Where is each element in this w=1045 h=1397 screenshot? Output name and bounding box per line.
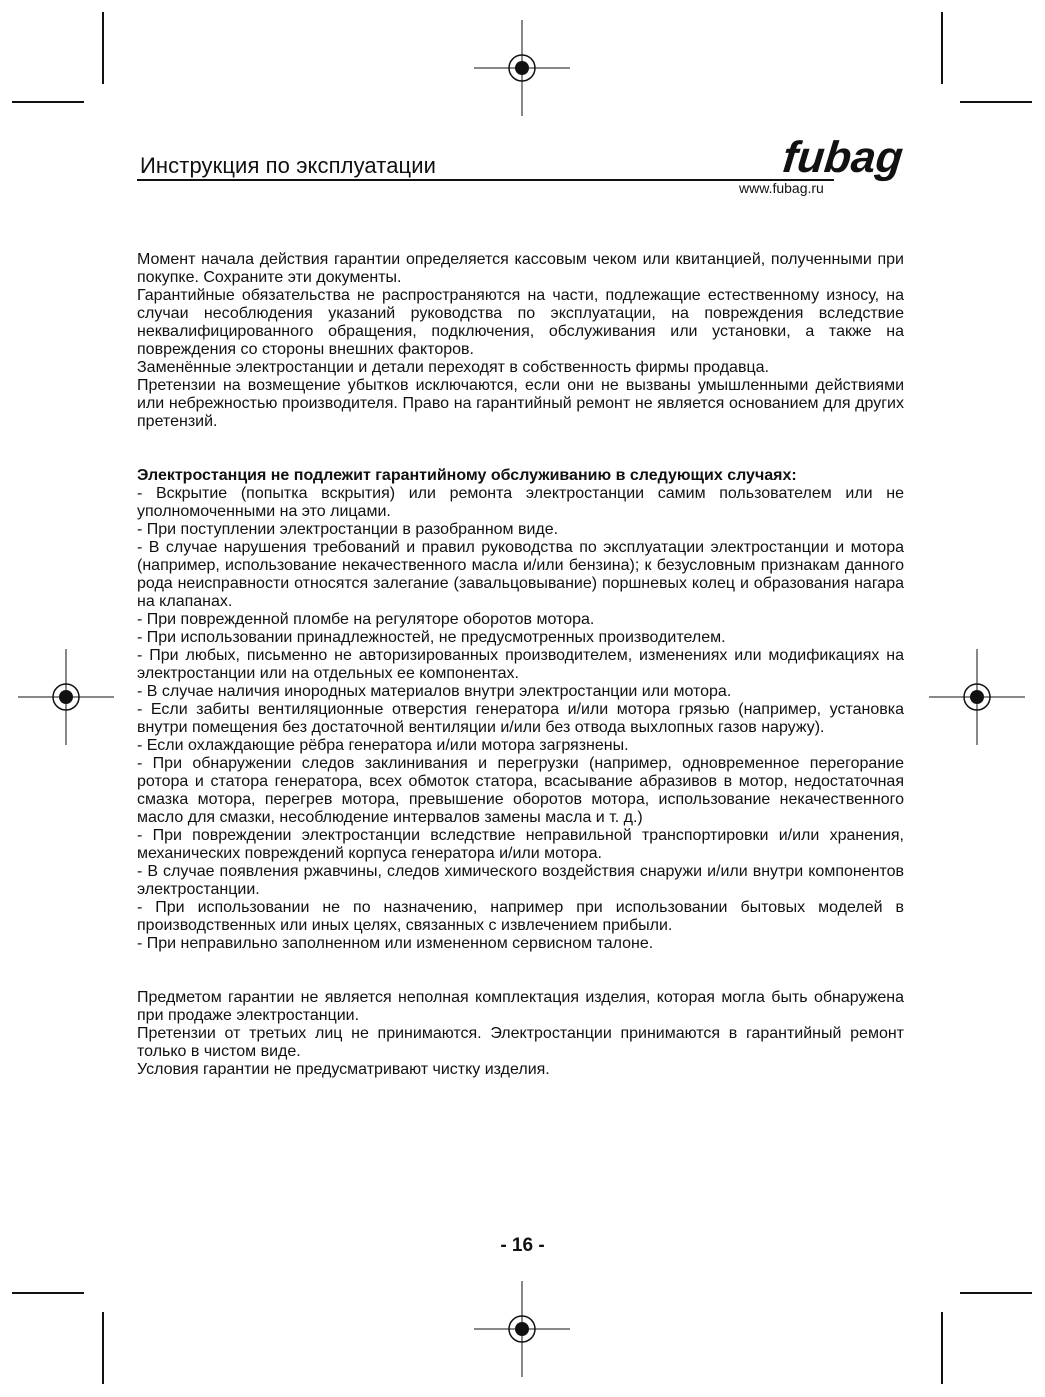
spacer bbox=[137, 953, 904, 989]
list-item: - При поступлении электростанции в разобранном виде. bbox=[137, 521, 559, 538]
spacer bbox=[137, 431, 904, 467]
registration-mark-top-icon bbox=[474, 20, 570, 116]
crop-mark-top-left-horizontal bbox=[12, 101, 84, 103]
paragraph-warranty-exclusions: Гарантийные обязательства не распространяются на части, подлежащие естественному износу, на случаи несоблюдения указаний руководства по эксплуатации, на повреждения вследствие неквалифицированного обращения, подключения, обслуживания или установки, а также на повреждения со стороны внешних факторов. bbox=[137, 287, 904, 358]
page-header-title: Инструкция по эксплуатации bbox=[140, 153, 437, 178]
website-url: www.fubag.ru bbox=[739, 180, 824, 196]
paragraph-cleaning: Условия гарантии не предусматривают чистку изделия. bbox=[137, 1061, 550, 1078]
header-divider bbox=[137, 179, 834, 181]
paragraph-replaced-parts: Заменённые электростанции и детали переходят в собственность фирмы продавца. bbox=[137, 359, 769, 376]
section-heading: Электростанция не подлежит гарантийному обслуживанию в следующих случаях: bbox=[137, 467, 797, 484]
list-item: - В случае наличия инородных материалов внутри электростанции или мотора. bbox=[137, 683, 732, 700]
warranty-text-body bbox=[137, 251, 904, 1079]
crop-mark-bottom-right-horizontal bbox=[960, 1292, 1032, 1294]
crop-mark-top-right-vertical bbox=[941, 12, 943, 84]
list-item: - В случае появления ржавчины, следов химического воздействия снаружи и/или внутри компонентов электростанции. bbox=[137, 863, 904, 898]
page-number: - 16 - bbox=[500, 1235, 545, 1256]
registration-mark-bottom-icon bbox=[474, 1281, 570, 1377]
list-item: - При любых, письменно не авторизированных производителем, изменениях или модификациях на электростанции или на отдельных ее компонентах. bbox=[137, 647, 904, 682]
list-item: - При обнаружении следов заклинивания и перегрузки (например, одновременное перегорание ротора и статора генератора, всех обмоток статора, всасывание абразивов в мотор, недостаточная смазка мотора, перегрев мотора, превышение оборотов мотора, использование некачественного масло для смазки, несоблюдение интервалов замены масла и т. д.) bbox=[137, 755, 904, 826]
crop-mark-bottom-left-horizontal bbox=[12, 1292, 84, 1294]
list-item: - При поврежденной пломбе на регуляторе оборотов мотора. bbox=[137, 611, 595, 628]
crop-mark-top-left-vertical bbox=[102, 12, 104, 84]
paragraph-incomplete-set: Предметом гарантии не является неполная комплектация изделия, которая могла быть обнаружена при продаже электростанции. bbox=[137, 989, 904, 1024]
list-item: - Вскрытие (попытка вскрытия) или ремонта электростанции самим пользователем или не уполномоченными на это лицами. bbox=[137, 485, 904, 520]
paragraph-third-party-claims: Претензии от третьих лиц не принимаются. Электростанции принимаются в гарантийный ремонт только в чистом виде. bbox=[137, 1025, 904, 1060]
exclusion-list bbox=[137, 485, 904, 953]
registration-mark-right-icon bbox=[929, 649, 1025, 745]
paragraph-warranty-start: Момент начала действия гарантии определяется кассовым чеком или квитанцией, полученными при покупке. Сохраните эти документы. bbox=[137, 251, 904, 286]
crop-mark-top-right-horizontal bbox=[960, 101, 1032, 103]
list-item: - Если охлаждающие рёбра генератора и/или мотора загрязнены. bbox=[137, 737, 629, 754]
logo-wordmark: fubag bbox=[780, 133, 906, 182]
fubag-logo bbox=[780, 128, 906, 184]
paragraph-damage-claims: Претензии на возмещение убытков исключаются, если они не вызваны умышленными действиями или небрежностью производителя. Право на гарантийный ремонт не является основанием для других претензий. bbox=[137, 377, 904, 430]
list-item: - При использовании не по назначению, например при использовании бытовых моделей в производственных или иных целях, связанных с извлечением прибыли. bbox=[137, 899, 904, 934]
registration-mark-left-icon bbox=[18, 649, 114, 745]
list-item: - При повреждении электростанции вследствие неправильной транспортировки и/или хранения, механических повреждений корпуса генератора и/или мотора. bbox=[137, 827, 904, 862]
crop-mark-bottom-left-vertical bbox=[102, 1312, 104, 1384]
list-item: - При неправильно заполненном или измененном сервисном талоне. bbox=[137, 935, 654, 952]
list-item: - Если забиты вентиляционные отверстия генератора и/или мотора грязью (например, установка внутри помещения без достаточной вентиляции и/или без отвода выхлопных газов наружу). bbox=[137, 701, 904, 736]
crop-mark-bottom-right-vertical bbox=[941, 1312, 943, 1384]
list-item: - В случае нарушения требований и правил руководства по эксплуатации электростанции и мотора (например, использование некачественного масла и/или бензина); к безусловным признакам данного рода неисправности относятся залегание (завальцовывание) поршневых колец и образования нагара на клапанах. bbox=[137, 539, 904, 610]
list-item: - При использовании принадлежностей, не предусмотренных производителем. bbox=[137, 629, 726, 646]
